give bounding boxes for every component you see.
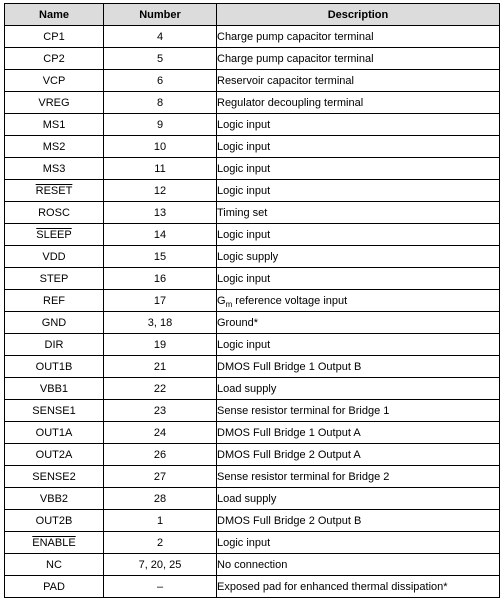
- pin-name-cell: [5, 400, 104, 422]
- pin-number-cell: 23: [104, 400, 217, 422]
- pin-number-cell: 19: [104, 334, 217, 356]
- pin-name: CP2: [43, 52, 65, 65]
- pin-description: Charge pump capacitor terminal: [217, 30, 374, 43]
- pin-description-cell: [217, 48, 500, 70]
- table-row: [5, 246, 500, 268]
- pin-description: DMOS Full Bridge 2 Output A: [217, 448, 361, 461]
- pin-description: DMOS Full Bridge 1 Output B: [217, 360, 362, 373]
- table-row: [5, 48, 500, 70]
- table-row: [5, 554, 500, 576]
- pin-name: VCP: [42, 74, 66, 87]
- pin-name: OUT1B: [35, 360, 73, 373]
- pin-description: Regulator decoupling terminal: [217, 96, 364, 109]
- pin-description: Load supply: [217, 492, 277, 505]
- table-row: [5, 202, 500, 224]
- header-name: Name: [5, 4, 104, 26]
- pin-name-cell: [5, 92, 104, 114]
- table-row: [5, 70, 500, 92]
- pin-number-cell: 28: [104, 488, 217, 510]
- pin-number-cell: 15: [104, 246, 217, 268]
- pin-name: GND: [41, 316, 67, 329]
- header-number: Number: [104, 4, 217, 26]
- pin-name: OUT2B: [35, 514, 73, 527]
- pin-number-cell: 11: [104, 158, 217, 180]
- pin-number-cell: 12: [104, 180, 217, 202]
- pin-name-cell: [5, 532, 104, 554]
- pin-name: PAD: [43, 580, 65, 593]
- pin-name-cell: [5, 466, 104, 488]
- pin-name: ROSC: [38, 206, 70, 219]
- pin-name-cell: [5, 202, 104, 224]
- pin-description: G: [217, 294, 226, 307]
- table-row: [5, 510, 500, 532]
- pin-number-cell: 21: [104, 356, 217, 378]
- pin-description: Exposed pad for enhanced thermal dissipation*: [217, 580, 448, 593]
- pin-name: MS3: [42, 162, 66, 175]
- pin-name-cell: [5, 488, 104, 510]
- pin-name-cell: [5, 136, 104, 158]
- pin-description-cell: [217, 466, 500, 488]
- pin-name: STEP: [39, 272, 69, 285]
- pin-description-cell: [217, 312, 500, 334]
- pin-name-cell: [5, 224, 104, 246]
- pin-number-cell: 17: [104, 290, 217, 312]
- pin-description: DMOS Full Bridge 2 Output B: [217, 514, 362, 527]
- pin-description: DMOS Full Bridge 1 Output A: [217, 426, 361, 439]
- pin-name: VDD: [42, 250, 66, 263]
- pin-description-rest: reference voltage input: [232, 294, 348, 307]
- pin-name-cell: [5, 334, 104, 356]
- pin-description-cell: [217, 400, 500, 422]
- pin-description-cell: [217, 114, 500, 136]
- pin-description-cell: [217, 532, 500, 554]
- pin-name: MS1: [42, 118, 66, 131]
- header-row: [5, 4, 500, 26]
- pin-description-cell: [217, 92, 500, 114]
- pin-description-subscript: m: [225, 299, 233, 309]
- pin-name: OUT2A: [35, 448, 73, 461]
- pin-description-table: [4, 3, 500, 598]
- pin-description-cell: [217, 26, 500, 48]
- pin-name-cell: [5, 290, 104, 312]
- pin-number-cell: 13: [104, 202, 217, 224]
- pin-name: SLEEP: [36, 228, 72, 241]
- pin-description-cell: [217, 334, 500, 356]
- pin-description-cell: [217, 422, 500, 444]
- pin-description-cell: [217, 268, 500, 290]
- table-row: [5, 378, 500, 400]
- pin-name: ENABLE: [32, 536, 76, 549]
- pin-description: Timing set: [217, 206, 268, 219]
- pin-description: Sense resistor terminal for Bridge 2: [217, 470, 390, 483]
- table-row: [5, 158, 500, 180]
- table-row: [5, 422, 500, 444]
- pin-description: Charge pump capacitor terminal: [217, 52, 374, 65]
- pin-name: RESET: [35, 184, 73, 197]
- pin-description: Ground*: [217, 316, 258, 329]
- pin-name-cell: [5, 312, 104, 334]
- pin-number-cell: 1: [104, 510, 217, 532]
- pin-description: Logic input: [217, 228, 271, 241]
- pin-name: SENSE1: [32, 404, 76, 417]
- pin-number-cell: 2: [104, 532, 217, 554]
- pin-number-cell: 14: [104, 224, 217, 246]
- table-row: [5, 488, 500, 510]
- pin-name-cell: [5, 378, 104, 400]
- pin-name-cell: [5, 48, 104, 70]
- pin-name: NC: [46, 558, 62, 571]
- pin-number-cell: –: [104, 576, 217, 598]
- pin-description: Logic input: [217, 272, 271, 285]
- table-row: [5, 334, 500, 356]
- pin-description-cell: [217, 510, 500, 532]
- pin-description: Load supply: [217, 382, 277, 395]
- pin-description: Logic input: [217, 536, 271, 549]
- pin-description-cell: [217, 290, 500, 312]
- pin-name-cell: [5, 576, 104, 598]
- pin-description: Logic input: [217, 338, 271, 351]
- table-row: [5, 224, 500, 246]
- table-row: [5, 400, 500, 422]
- pin-number-cell: 6: [104, 70, 217, 92]
- pin-description-cell: [217, 202, 500, 224]
- pin-number-cell: 9: [104, 114, 217, 136]
- pin-description: Sense resistor terminal for Bridge 1: [217, 404, 390, 417]
- pin-name-cell: [5, 444, 104, 466]
- table-row: [5, 466, 500, 488]
- table-row: [5, 290, 500, 312]
- pin-description: Reservoir capacitor terminal: [217, 74, 354, 87]
- pin-name-cell: [5, 554, 104, 576]
- pin-description: Logic input: [217, 118, 271, 131]
- pin-name-cell: [5, 158, 104, 180]
- pin-description-cell: [217, 576, 500, 598]
- pin-description: Logic input: [217, 162, 271, 175]
- table-row: [5, 576, 500, 598]
- pin-name-cell: [5, 180, 104, 202]
- pin-description-cell: [217, 488, 500, 510]
- pin-description-cell: [217, 356, 500, 378]
- header-description: Description: [217, 4, 500, 26]
- table-row: [5, 268, 500, 290]
- pin-number-cell: 16: [104, 268, 217, 290]
- table-row: [5, 180, 500, 202]
- pin-description-cell: [217, 444, 500, 466]
- pin-description-cell: [217, 70, 500, 92]
- pin-name: VBB1: [39, 382, 69, 395]
- pin-name-cell: [5, 246, 104, 268]
- pin-number-cell: 8: [104, 92, 217, 114]
- pin-number-cell: 5: [104, 48, 217, 70]
- pin-number-cell: 26: [104, 444, 217, 466]
- table-row: [5, 356, 500, 378]
- pin-number-cell: 7, 20, 25: [104, 554, 217, 576]
- pin-name-cell: [5, 114, 104, 136]
- pin-description-cell: [217, 136, 500, 158]
- pin-name: OUT1A: [35, 426, 73, 439]
- pin-number-cell: 3, 18: [104, 312, 217, 334]
- pin-name-cell: [5, 356, 104, 378]
- pin-number-cell: 4: [104, 26, 217, 48]
- pin-description-cell: [217, 224, 500, 246]
- pin-number-cell: 24: [104, 422, 217, 444]
- pin-name-cell: [5, 422, 104, 444]
- pin-name: CP1: [43, 30, 65, 43]
- pin-rows: [5, 26, 500, 598]
- pin-name-cell: [5, 268, 104, 290]
- pin-description-cell: [217, 180, 500, 202]
- pin-name: VBB2: [39, 492, 69, 505]
- pin-name: SENSE2: [32, 470, 76, 483]
- pin-description-cell: [217, 246, 500, 268]
- pin-name-cell: [5, 70, 104, 92]
- pin-description: Logic supply: [217, 250, 279, 263]
- table-row: [5, 312, 500, 334]
- pin-name: VREG: [38, 96, 70, 109]
- table-row: [5, 532, 500, 554]
- pin-description-cell: [217, 158, 500, 180]
- table-row: [5, 114, 500, 136]
- pin-description: Logic input: [217, 140, 271, 153]
- pin-number-cell: 22: [104, 378, 217, 400]
- table-row: [5, 26, 500, 48]
- pin-name: MS2: [42, 140, 66, 153]
- table-row: [5, 444, 500, 466]
- pin-description-cell: [217, 554, 500, 576]
- pin-name: DIR: [44, 338, 64, 351]
- pin-description: Logic input: [217, 184, 271, 197]
- pin-name: REF: [43, 294, 65, 307]
- table-row: [5, 136, 500, 158]
- pin-name-cell: [5, 26, 104, 48]
- pin-name-cell: [5, 510, 104, 532]
- pin-description-cell: [217, 378, 500, 400]
- pin-description: No connection: [217, 558, 288, 571]
- pin-number-cell: 10: [104, 136, 217, 158]
- table-row: [5, 92, 500, 114]
- pin-number-cell: 27: [104, 466, 217, 488]
